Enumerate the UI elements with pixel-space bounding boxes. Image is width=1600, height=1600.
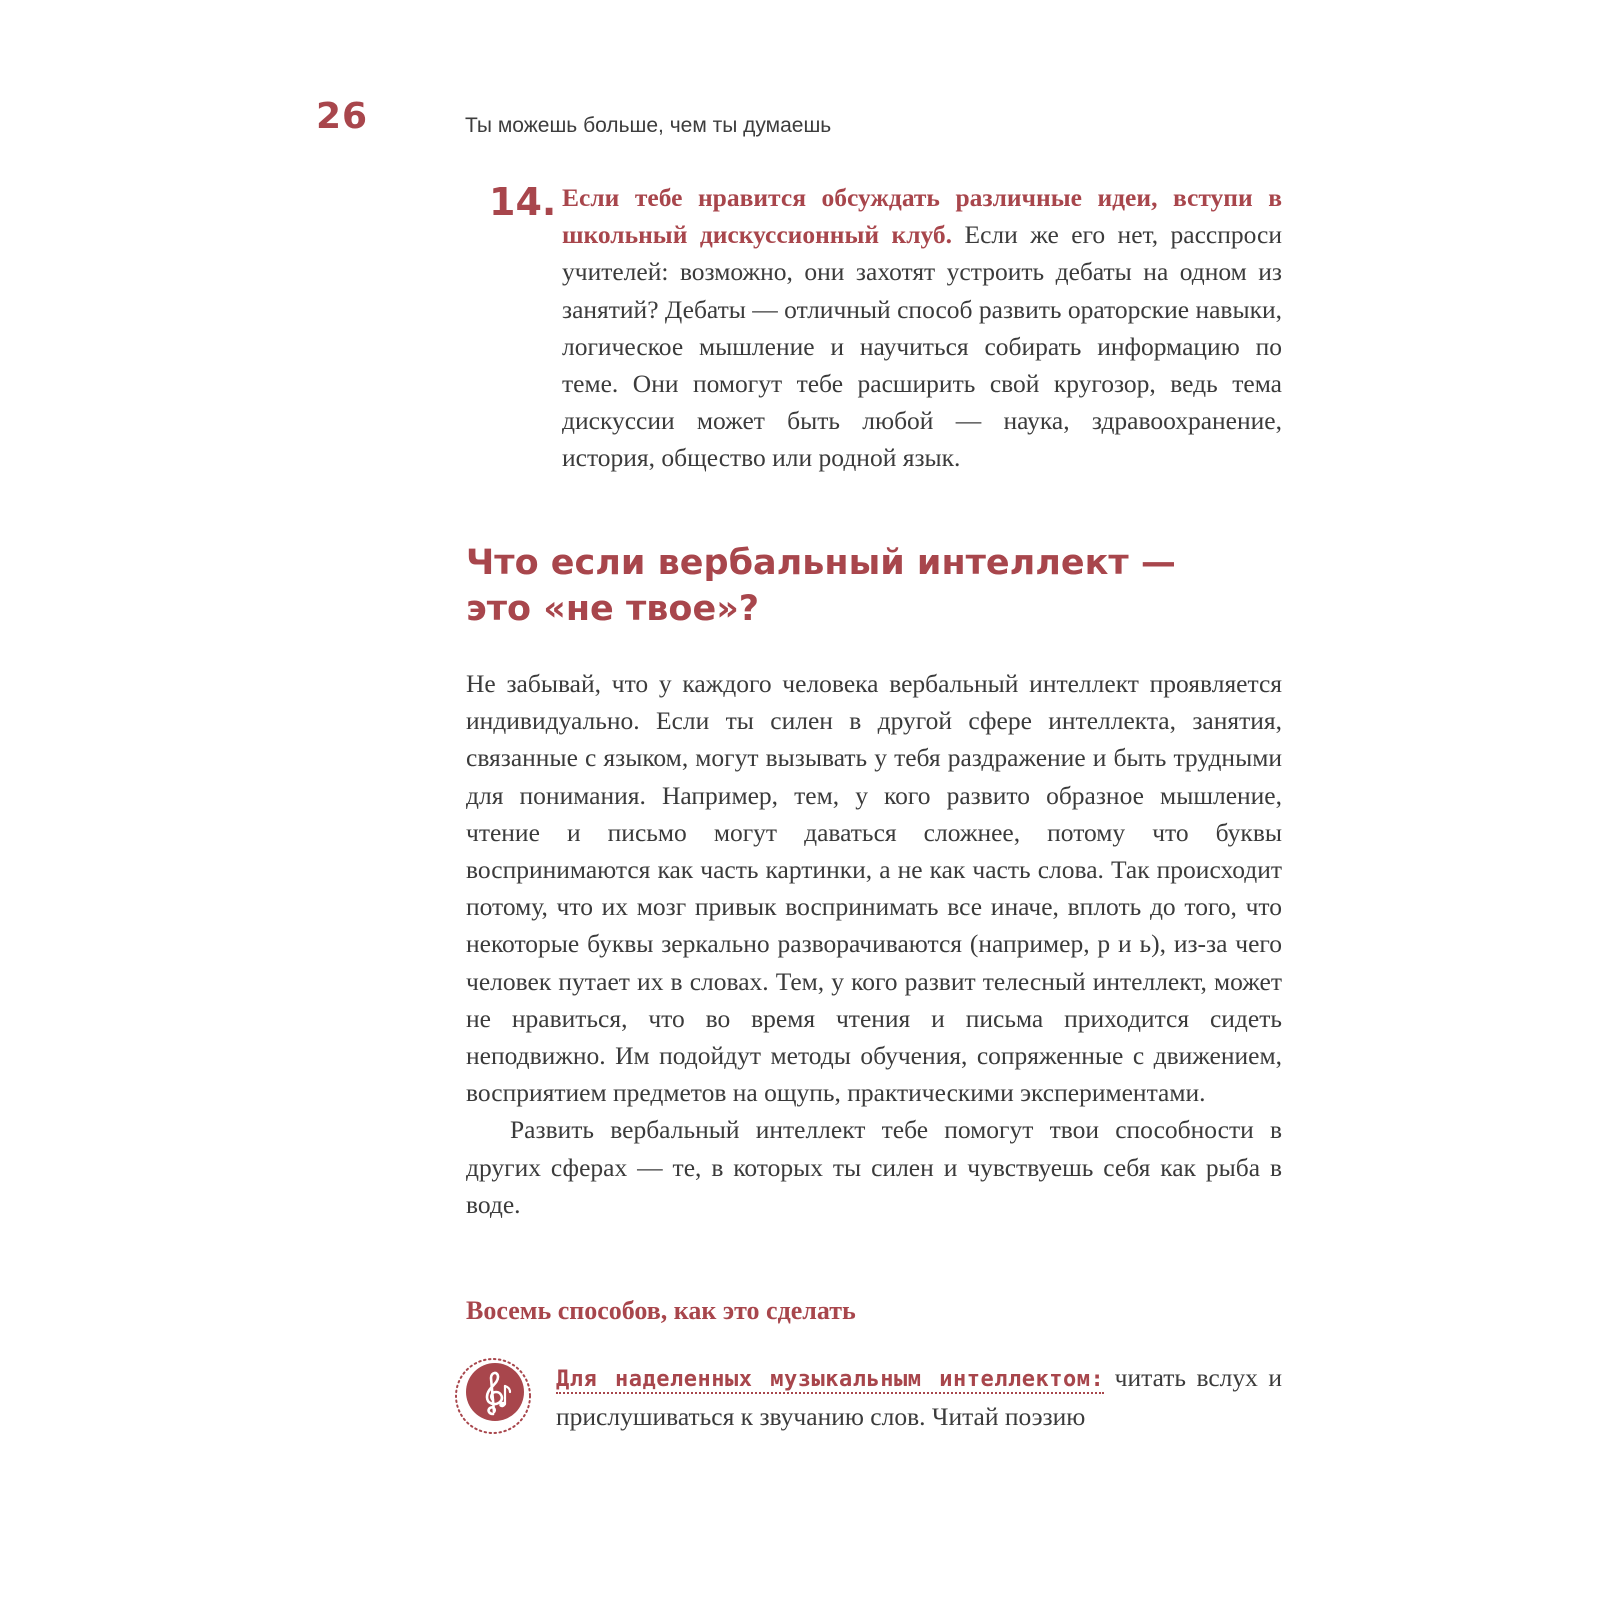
method-music-text <box>556 1359 1282 1435</box>
section-heading <box>466 540 1226 632</box>
item-14-body: Если же его нет, расспроси учителей: возможно, они захотят устроить дебаты на одном из занятий? Дебаты — отличный способ развить ораторские навыки, логическое мышление и научиться собирать информацию по теме. Они помогут тебе расширить свой кругозор, ведь тема дискуссии может быть любой — наука, здравоохранение, история, общество или родной язык. <box>562 220 1282 473</box>
treble-clef-icon <box>453 1356 533 1436</box>
body-paragraph-1: Не забывай, что у каждого человека вербальный интеллект проявляется индивидуально. Если ты силен в другой сфере интеллекта, занятия, связанные с языком, могут вызывать у тебя раздражение и быть трудными для понимания. Например, тем, у кого развито образное мышление, чтение и письмо могут даваться сложнее, потому что буквы воспринимаются как часть картинки, а не как часть слова. Так происходит потому, что их мозг привык воспринимать все иначе, вплоть до того, что некоторые буквы зеркально разворачиваются (например, р и ь), из-за чего человек путает их в словах. Тем, у кого развит телесный интеллект, может не нравиться, что во время чтения и письма приходится сидеть неподвижно. Им подойдут методы обучения, сопряженные с движением, восприятием предметов на ощупь, практическими экспериментами. <box>466 669 1282 1108</box>
method-music-lead: Для наделенных музыкальным интеллектом: <box>556 1367 1105 1392</box>
method-music-body: читать вслух и прислушиваться к звучанию слов. Читай поэзию <box>556 1363 1282 1432</box>
body-paragraph-2: Развить вербальный интеллект тебе помогут твои способности в других сферах — те, в которых ты силен и чувствуешь себя как рыба в воде. <box>466 1115 1282 1219</box>
item-14-lead: Если тебе нравится обсуждать различные идеи, вступи в школьный дискуссионный клуб. <box>562 183 1282 250</box>
section-heading-line-1: Что если вербальный интеллект — <box>466 543 1176 583</box>
item-14-text <box>562 179 1282 477</box>
methods-subheading: Восемь способов, как это сделать <box>466 1296 856 1325</box>
section-heading-line-2: это «не твое»? <box>466 589 760 629</box>
running-title: Ты можешь больше, чем ты думаешь <box>465 114 832 137</box>
section-body <box>466 665 1282 1223</box>
item-number: 14. <box>489 180 557 224</box>
page-number: 26 <box>316 96 369 137</box>
